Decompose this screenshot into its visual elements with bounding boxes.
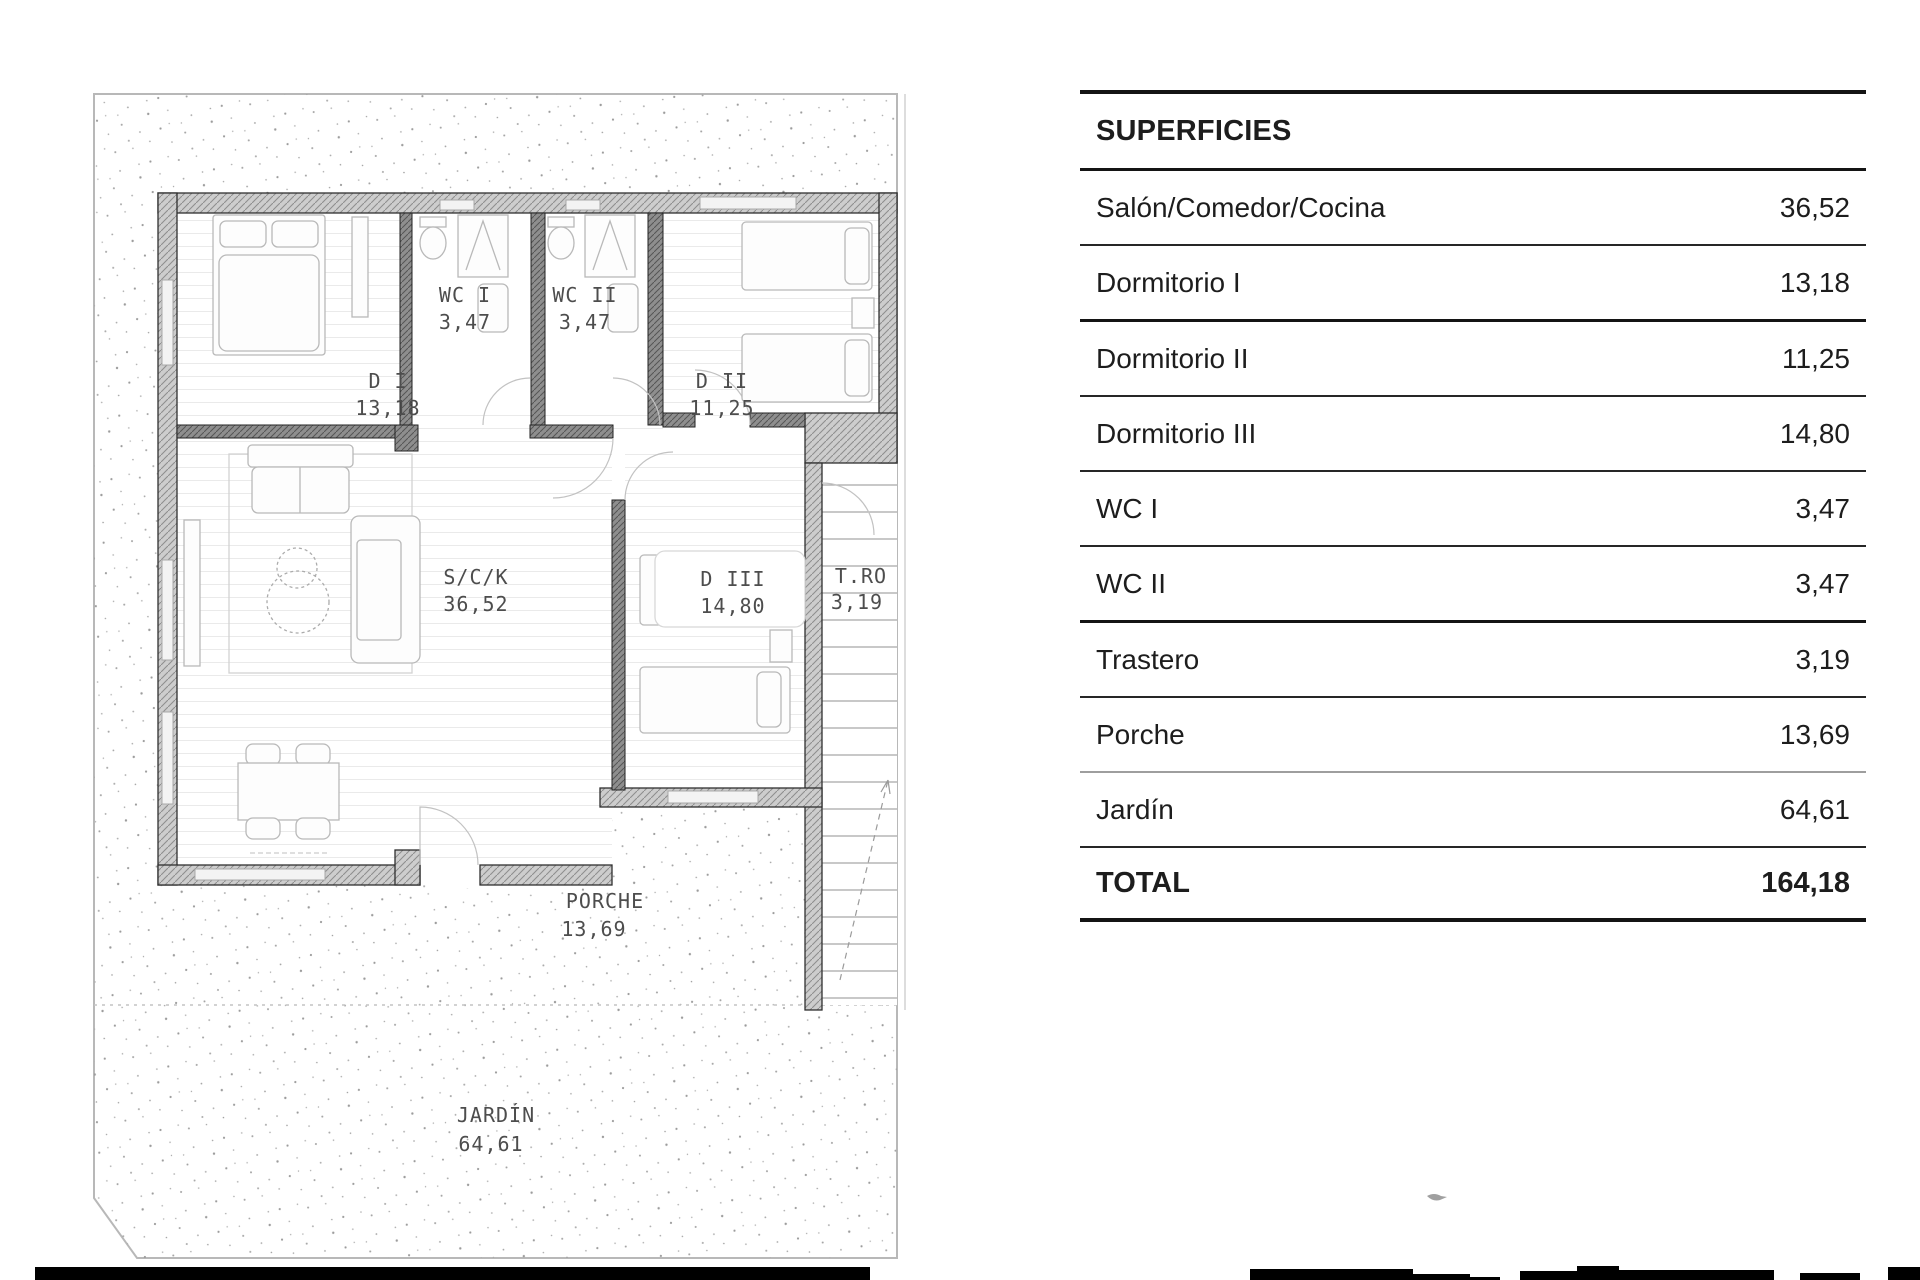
table-row <box>1080 620 1866 696</box>
row-label: Jardín <box>1096 793 1174 825</box>
room-label-jardin: JARDÍN <box>456 1103 536 1127</box>
window-d3 <box>668 791 758 803</box>
table-row <box>1080 244 1866 319</box>
row-value: 3,47 <box>1795 567 1850 599</box>
window-living-1 <box>162 560 173 660</box>
table-row <box>1080 171 1866 244</box>
table-row <box>1080 395 1866 470</box>
room-label-d3: D III <box>700 567 766 591</box>
room-label-tro: T.RO <box>834 564 888 588</box>
window-wc2 <box>566 200 600 210</box>
table-header-label: SUPERFICIES <box>1096 114 1292 147</box>
row-label: Trastero <box>1096 643 1200 675</box>
room-area-sck: 36,52 <box>443 592 509 616</box>
window-living-2 <box>162 712 173 804</box>
table-row <box>1080 470 1866 545</box>
row-label: Dormitorio I <box>1096 266 1241 298</box>
room-label-wc2: WC II <box>552 283 618 307</box>
window-living-bottom <box>195 869 325 880</box>
staircase <box>822 470 897 1005</box>
room-area-d1: 13,18 <box>355 396 421 420</box>
wardrobe-d1 <box>352 217 368 317</box>
row-label: Porche <box>1096 718 1185 750</box>
room-area-d3: 14,80 <box>700 594 766 618</box>
window-wc1 <box>440 200 474 210</box>
room-label-sck: S/C/K <box>443 565 509 589</box>
room-area-wc1: 3,47 <box>438 310 492 334</box>
room-label-wc1: WC I <box>438 283 492 307</box>
bed-d1 <box>213 215 325 355</box>
row-label: Dormitorio III <box>1096 417 1257 449</box>
row-value: 13,18 <box>1779 266 1850 298</box>
row-label: WC I <box>1096 492 1159 524</box>
table-header <box>1080 90 1866 171</box>
room-label-porche: PORCHE <box>565 889 645 913</box>
room-area-tro: 3,19 <box>830 590 884 614</box>
room-label-d1: D I <box>368 369 408 393</box>
table-total-row <box>1080 846 1866 922</box>
window-d2 <box>700 197 796 209</box>
room-label-d2: D II <box>695 369 749 393</box>
bottom-left-bar <box>35 1267 870 1280</box>
row-value: 36,52 <box>1779 191 1850 223</box>
room-area-d2: 11,25 <box>689 396 755 420</box>
table-row <box>1080 696 1866 771</box>
room-area-jardin: 64,61 <box>458 1132 524 1156</box>
superficies-table <box>1080 90 1866 922</box>
row-value: 11,25 <box>1782 342 1850 374</box>
table-row <box>1080 319 1866 395</box>
total-value: 164,18 <box>1761 866 1850 899</box>
room-area-porche: 13,69 <box>561 917 627 941</box>
window-d1 <box>162 280 173 365</box>
total-label: TOTAL <box>1096 866 1190 899</box>
row-value: 13,69 <box>1779 718 1850 750</box>
cursor-mark <box>1425 1190 1455 1206</box>
row-value: 64,61 <box>1779 793 1850 825</box>
superficies-rows <box>1080 171 1866 846</box>
room-area-wc2: 3,47 <box>558 310 612 334</box>
row-label: Dormitorio II <box>1096 342 1249 374</box>
bottom-right-marks <box>1240 1260 1920 1280</box>
table-row <box>1080 771 1866 846</box>
row-value: 3,19 <box>1795 643 1850 675</box>
row-value: 3,47 <box>1795 492 1850 524</box>
table-row <box>1080 545 1866 620</box>
row-label: Salón/Comedor/Cocina <box>1096 191 1386 223</box>
row-value: 14,80 <box>1779 417 1850 449</box>
row-label: WC II <box>1096 567 1166 599</box>
